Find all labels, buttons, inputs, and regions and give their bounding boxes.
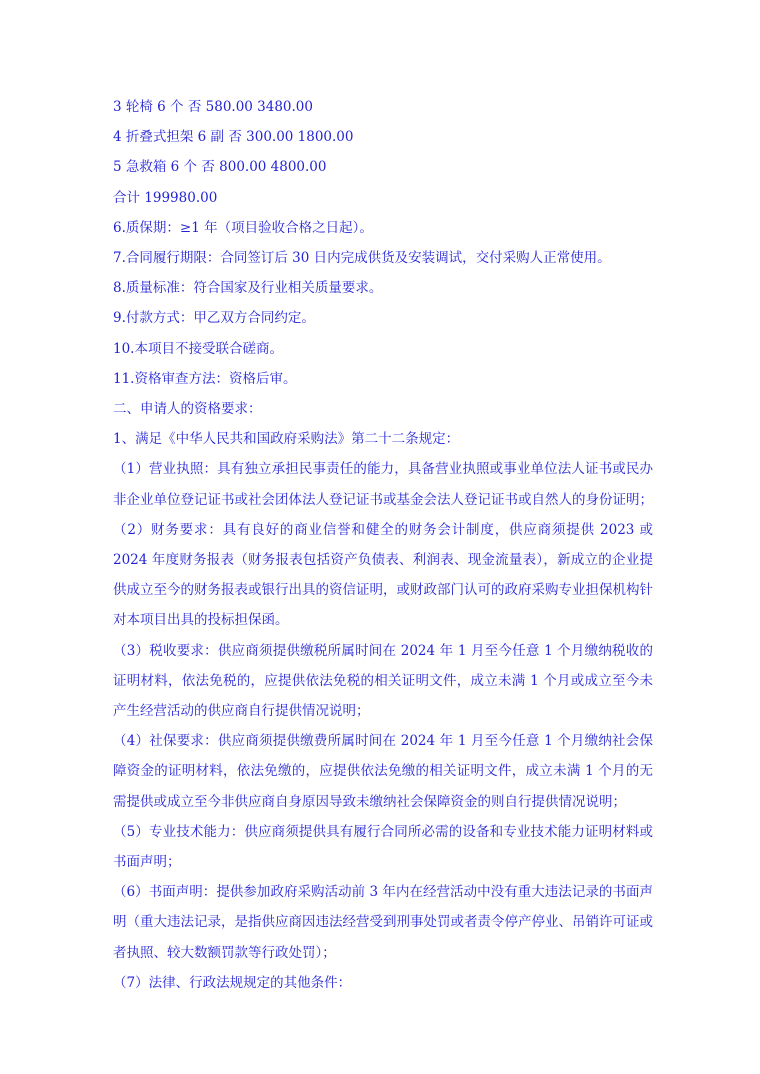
requirement-tax: （3）税收要求：供应商须提供缴税所属时间在 2024 年 1 月至今任意 1 个月缴纳税收的证明材料，依法免税的，应提供依法免税的相关证明文件，成立未满 1 个月或成立至今未产生经营活动的供应商自行提供情况说明；: [113, 642, 653, 720]
item-row-5: 5 急救箱 6 个 否 800.00 4800.00: [113, 159, 327, 176]
term-qualification-review: 11.资格审查方法：资格后审。: [113, 370, 297, 387]
term-no-consortium: 10.本项目不接受联合磋商。: [113, 340, 283, 357]
item-row-3: 3 轮椅 6 个 否 580.00 3480.00: [113, 99, 313, 115]
section-subtitle: 1、满足《中华人民共和国政府采购法》第二十二条规定：: [113, 431, 460, 448]
requirement-technical-ability: （5）专业技术能力：供应商须提供具有履行合同所必需的设备和专业技术能力证明材料或书面声明；: [113, 823, 653, 871]
requirement-financial: （2）财务要求：具有良好的商业信誉和健全的财务会计制度，供应商须提供 2023 或 2024 年度财务报表（财务报表包括资产负债表、利润表、现金流量表），新成立的企业提供成立至今的财务报表或银行出具的资信证明，或财政部门认可的政府采购专业担保机构针对本项目出具的投标担保函。: [113, 521, 653, 629]
requirement-other-conditions: （7）法律、行政法规规定的其他条件：: [113, 974, 352, 991]
document-body: [113, 92, 653, 998]
term-quality-standard: 8.质量标准：符合国家及行业相关质量要求。: [113, 280, 383, 297]
term-performance-period: 7.合同履行期限：合同签订后 30 日内完成供货及安装调试，交付采购人正常使用。: [113, 250, 611, 267]
requirement-written-statement: （6）书面声明：提供参加政府采购活动前 3 年内在经营活动中没有重大违法记录的书面声明（重大违法记录，是指供应商因违法经营受到刑事处罚或者责令停产停业、吊销许可证或者执照、较大数额罚款等行政处罚）；: [113, 884, 653, 961]
requirement-business-license: （1）营业执照：具有独立承担民事责任的能力，具备营业执照或事业单位法人证书或民办非企业单位登记证书或社会团体法人登记证书或基金会法人登记证书或自然人的身份证明；: [113, 461, 653, 508]
requirement-social-security: （4）社保要求：供应商须提供缴费所属时间在 2024 年 1 月至今任意 1 个月缴纳社会保障资金的证明材料，依法免缴的，应提供依法免缴的相关证明文件，成立未满 1 个月的无需提供或成立至今非供应商自身原因导致未缴纳社会保障资金的则自行提供情况说明；: [113, 733, 653, 810]
item-row-4: 4 折叠式担架 6 副 否 300.00 1800.00: [113, 129, 354, 146]
term-payment: 9.付款方式：甲乙双方合同约定。: [113, 310, 315, 327]
section-title: 二、申请人的资格要求：: [113, 401, 262, 418]
total-row: 合计 199980.00: [113, 189, 218, 206]
term-warranty: 6.质保期：≥1 年（项目验收合格之日起）。: [113, 219, 373, 236]
